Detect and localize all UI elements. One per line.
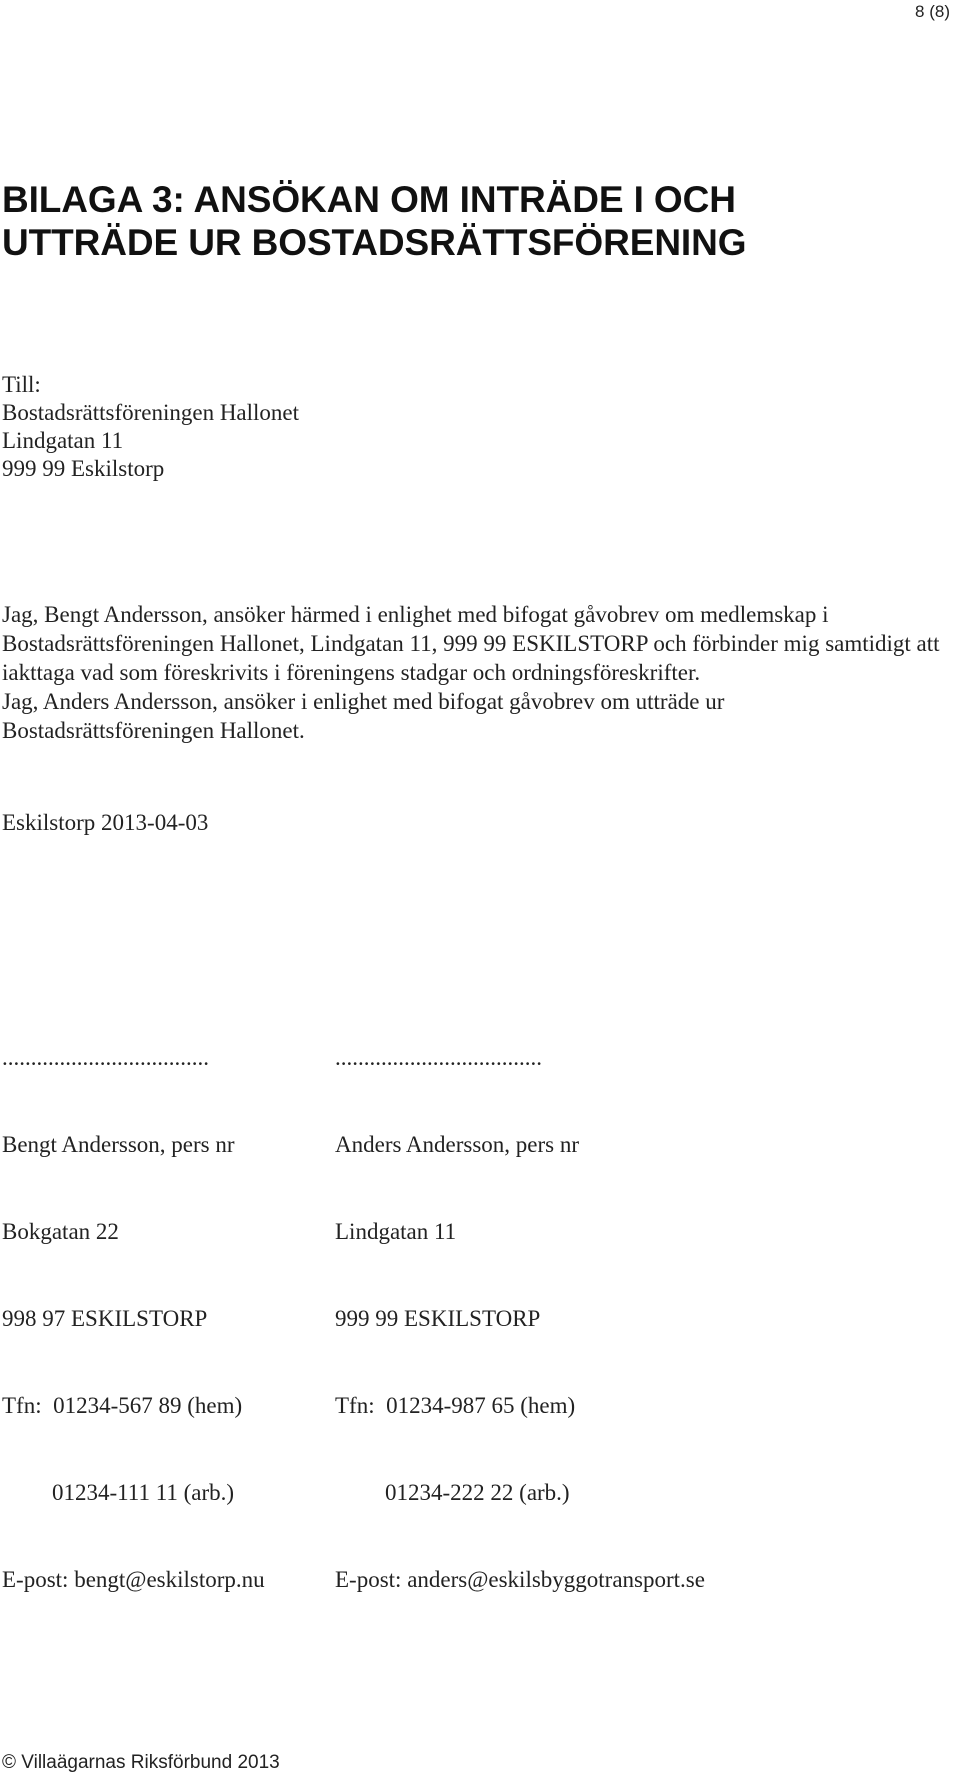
signer-city: 998 97 ESKILSTORP	[2, 1306, 208, 1331]
signer-name: Anders Andersson, pers nr	[335, 1132, 580, 1157]
recipient-label: Till:	[2, 372, 41, 397]
signer-phone-home: Tfn: 01234-567 89 (hem)	[2, 1393, 243, 1418]
signature-line: ....................................	[335, 1045, 542, 1070]
title-line-2: UTTRÄDE UR BOSTADSRÄTTSFÖRENING	[2, 222, 747, 263]
place-date: Eskilstorp 2013-04-03	[2, 810, 209, 835]
copyright-footer: © Villaägarnas Riksförbund 2013	[2, 1752, 280, 1773]
signature-block-right	[335, 985, 705, 1623]
signer-city: 999 99 ESKILSTORP	[335, 1306, 541, 1331]
application-body	[2, 600, 942, 745]
recipient-city: 999 99 Eskilstorp	[2, 456, 165, 481]
recipient-org: Bostadsrättsföreningen Hallonet	[2, 400, 300, 425]
signer-street: Bokgatan 22	[2, 1219, 119, 1244]
document-title	[2, 178, 942, 264]
signer-street: Lindgatan 11	[335, 1219, 457, 1244]
signer-email: E-post: anders@eskilsbyggotransport.se	[335, 1567, 705, 1592]
signature-block-left	[2, 985, 265, 1623]
signer-name: Bengt Andersson, pers nr	[2, 1132, 235, 1157]
withdrawal-paragraph: Jag, Anders Andersson, ansöker i enlighet med bifogat gåvobrev om utträde ur Bostadsrättsföreningen Hallonet.	[2, 689, 725, 743]
membership-paragraph: Jag, Bengt Andersson, ansöker härmed i enlighet med bifogat gåvobrev om medlemskap i Bostadsrättsföreningen Hallonet, Lindgatan 11, 999 99 ESKILSTORP och förbinder mig samtidigt att iakttaga vad som föreskrivits i föreningens stadgar och ordningsföreskrifter.	[2, 602, 940, 685]
signer-phone-work: 01234-111 11 (arb.)	[52, 1480, 235, 1505]
signer-phone-home: Tfn: 01234-987 65 (hem)	[335, 1393, 576, 1418]
signature-line: ....................................	[2, 1045, 209, 1070]
signer-email: E-post: bengt@eskilstorp.nu	[2, 1567, 265, 1592]
recipient-address	[2, 371, 299, 483]
page-number: 8 (8)	[915, 2, 950, 21]
signer-phone-work: 01234-222 22 (arb.)	[385, 1480, 570, 1505]
title-line-1: BILAGA 3: ANSÖKAN OM INTRÄDE I OCH	[2, 179, 736, 220]
recipient-street: Lindgatan 11	[2, 428, 124, 453]
